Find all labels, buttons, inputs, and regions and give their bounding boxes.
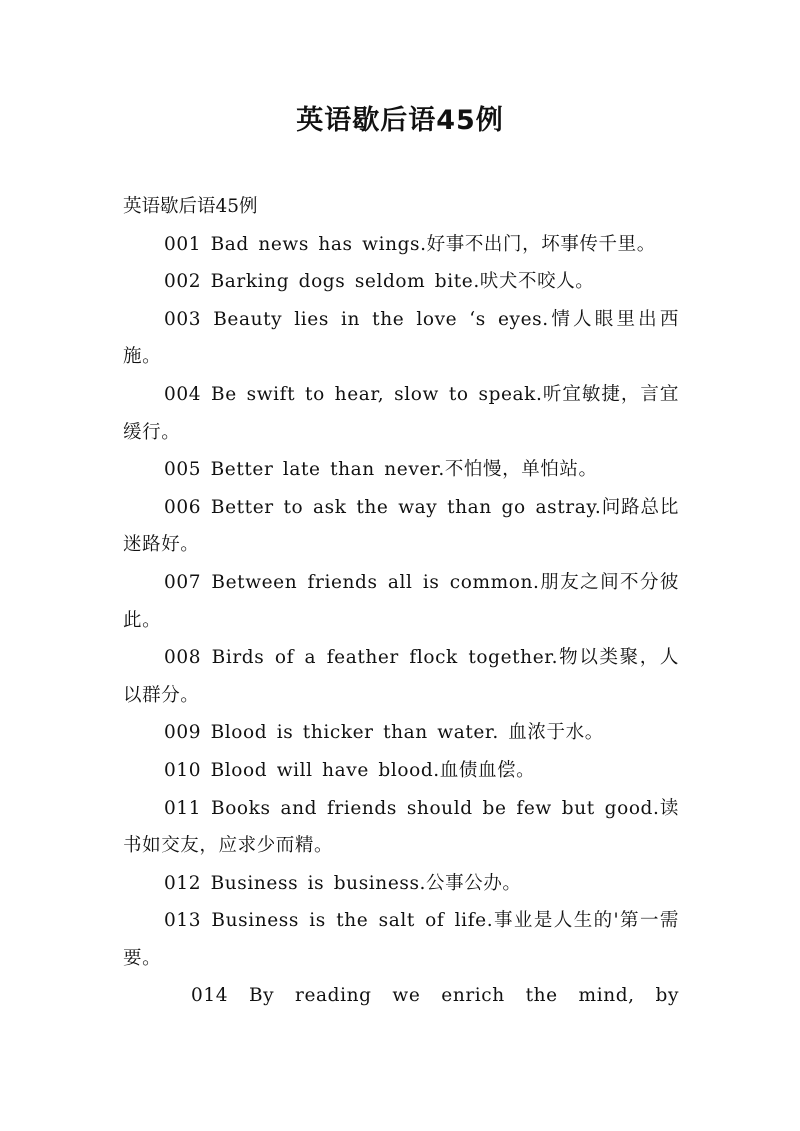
proverb-entry-012: 012 Business is business.公事公办。 (164, 872, 522, 894)
proverb-entry-003: 003 Beauty lies in the love ‘s eyes.情人眼里出西施。 (123, 308, 679, 368)
document-subtitle: 英语歇后语45例 (123, 196, 258, 217)
proverb-entry-009: 009 Blood is thicker than water. 血浓于水。 (164, 722, 604, 744)
proverb-entry-010: 010 Blood will have blood.血债血偿。 (164, 759, 536, 781)
proverb-entry-001: 001 Bad news has wings.好事不出门，坏事传千里。 (164, 233, 656, 255)
document-body (123, 188, 679, 1015)
proverb-entry-008: 008 Birds of a feather flock together.物以类聚，人以群分。 (123, 647, 679, 706)
proverb-entry-013: 013 Business is the salt of life.事业是人生的'第一需要。 (123, 910, 679, 969)
proverb-entry-007: 007 Between friends all is common.朋友之间不分彼此。 (123, 571, 679, 631)
proverb-entry-011: 011 Books and friends should be few but good.读书如交友，应求少而精。 (123, 797, 679, 857)
proverb-entry-005: 005 Better late than never.不怕慢，单怕站。 (164, 459, 598, 481)
proverb-entry-002: 002 Barking dogs seldom bite.吠犬不咬人。 (164, 271, 595, 293)
proverb-entry-006: 006 Better to ask the way than go astray.问路总比迷路好。 (123, 496, 679, 556)
proverb-entry-014: 014 By reading we enrich the mind, by (191, 985, 679, 1007)
proverb-entry-004: 004 Be swift to hear, slow to speak.听宜敏捷，言宜缓行。 (123, 383, 679, 443)
document-title: 英语歇后语45例 (296, 105, 504, 136)
